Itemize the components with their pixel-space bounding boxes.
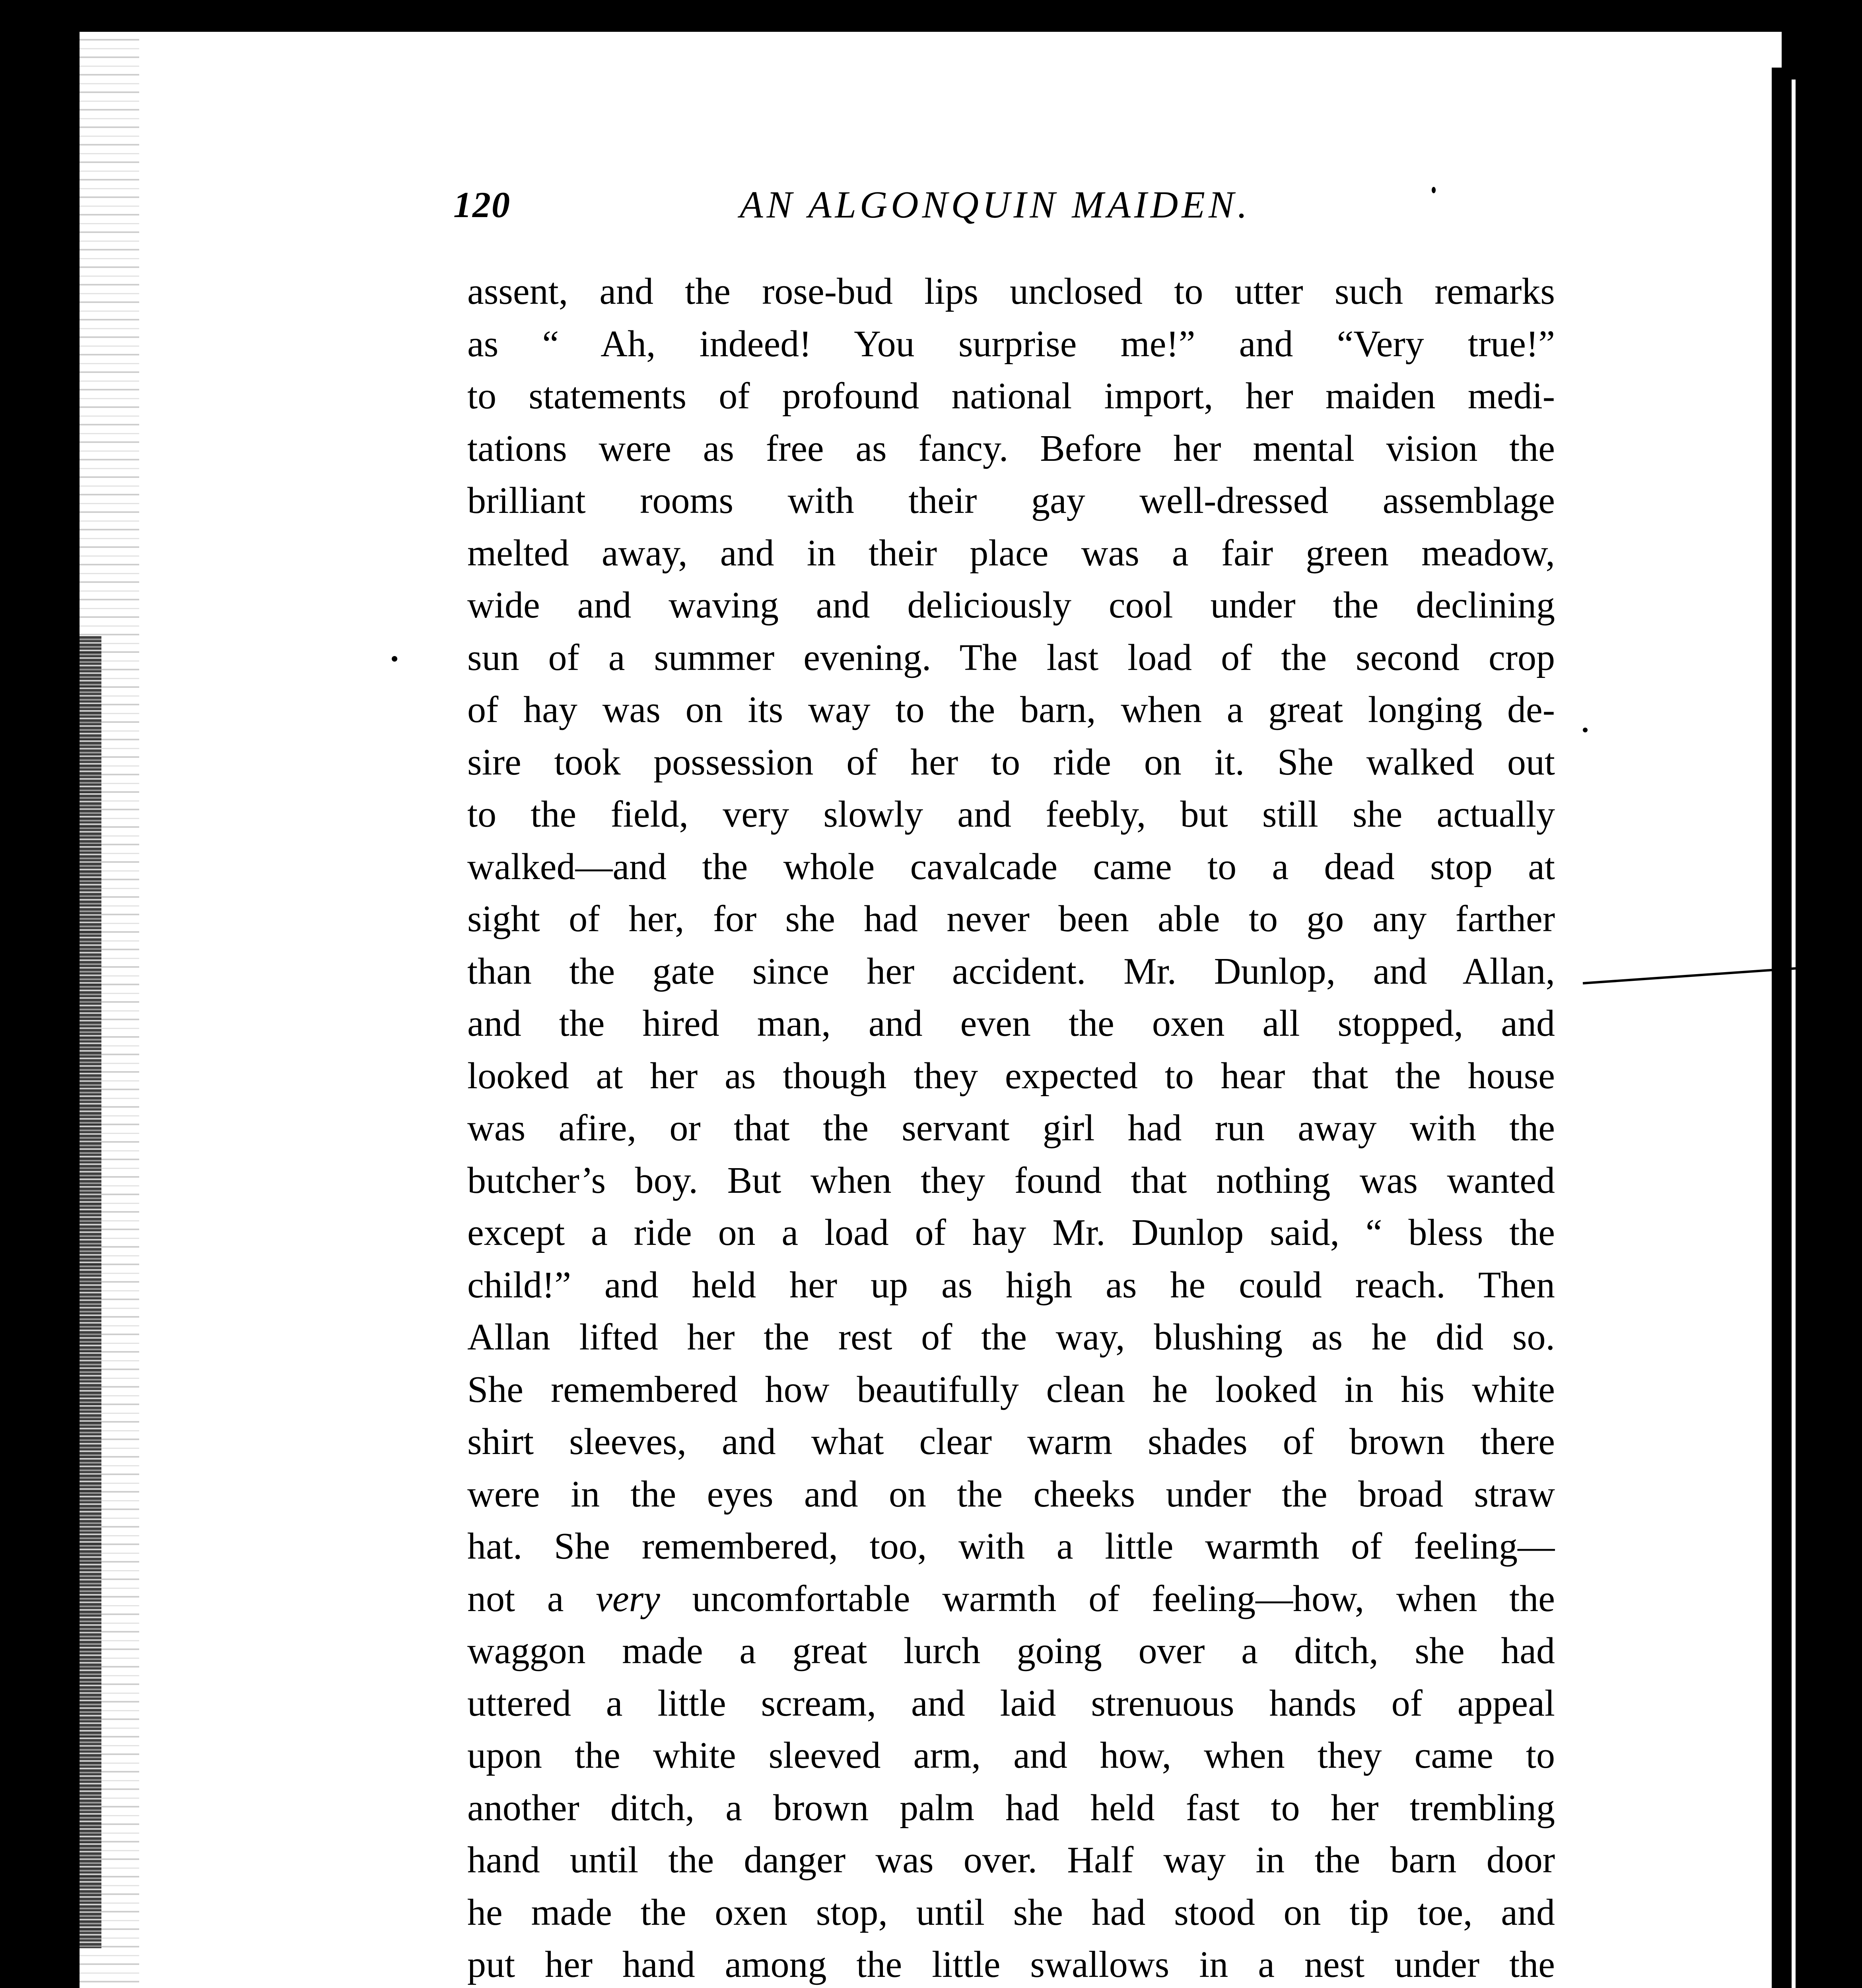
text-line: of hay was on its way to the barn, when a great longing de-: [467, 689, 1555, 730]
text-line: to statements of profound national import, her maiden medi-: [467, 375, 1555, 417]
text-line: another ditch, a brown palm had held fast to her trembling: [467, 1787, 1555, 1829]
text-line: sire took possession of her to ride on it. She walked out: [467, 741, 1555, 783]
scan-left-edge-binding: [80, 636, 101, 1948]
page-number: 120: [453, 184, 511, 225]
scan-right-rule-highlight: [1792, 80, 1796, 1988]
text-line: melted away, and in their place was a fair green meadow,: [467, 532, 1555, 574]
text-line: hat. She remembered, too, with a little warmth of feeling—: [467, 1526, 1555, 1567]
text-line: walked—and the whole cavalcade came to a dead stop at: [467, 846, 1555, 887]
text-line: uttered a little scream, and laid strenuous hands of appeal: [467, 1682, 1555, 1724]
text-line: wide and waving and deliciously cool under the declining: [467, 584, 1555, 626]
running-title: AN ALGONQUIN MAIDEN.: [740, 183, 1251, 226]
text-line: butcher’s boy. But when they found that nothing was wanted: [467, 1159, 1555, 1201]
text-line: put her hand among the little swallows in a nest under the: [467, 1944, 1555, 1985]
running-head: [453, 175, 1766, 235]
text-line: and the hired man, and even the oxen all stopped, and: [467, 1003, 1555, 1044]
text-line: She remembered how beautifully clean he looked in his white: [467, 1369, 1555, 1410]
text-line: upon the white sleeved arm, and how, when they came to: [467, 1735, 1555, 1776]
text-line: assent, and the rose-bud lips unclosed to utter such remarks: [467, 271, 1555, 312]
scan-speck: [1583, 728, 1588, 732]
text-line: Allan lifted her the rest of the way, blushing as he did so.: [467, 1316, 1555, 1358]
text-line: shirt sleeves, and what clear warm shades of brown there: [467, 1421, 1555, 1462]
text-line: were in the eyes and on the cheeks under the broad straw: [467, 1473, 1555, 1515]
text-line: child!” and held her up as high as he could reach. Then: [467, 1264, 1555, 1306]
text-line: sun of a summer evening. The last load of the second crop: [467, 637, 1555, 678]
text-line: looked at her as though they expected to hear that the house: [467, 1055, 1555, 1097]
italic-word: very: [596, 1578, 660, 1619]
text-run: uncomfortable warmth of feeling—how, when the: [660, 1578, 1555, 1619]
text-line: sight of her, for she had never been able to go any farther: [467, 898, 1555, 940]
text-line: tations were as free as fancy. Before her mental vision the: [467, 427, 1555, 469]
scan-right-rule: [1772, 68, 1786, 1988]
text-line: he made the oxen stop, until she had stood on tip toe, and: [467, 1891, 1555, 1933]
scan-speck: [392, 656, 397, 662]
text-run: not a: [467, 1578, 596, 1619]
body-text: [467, 266, 1555, 1988]
text-line: hand until the danger was over. Half way in the barn door: [467, 1839, 1555, 1881]
text-line: was afire, or that the servant girl had run away with the: [467, 1107, 1555, 1149]
text-line-with-italic: [467, 1573, 1555, 1625]
text-line: except a ride on a load of hay Mr. Dunlop said, “ bless the: [467, 1212, 1555, 1253]
text-line: to the field, very slowly and feebly, but still she actually: [467, 794, 1555, 835]
text-line: than the gate since her accident. Mr. Dunlop, and Allan,: [467, 950, 1555, 992]
text-line: waggon made a great lurch going over a ditch, she had: [467, 1630, 1555, 1672]
text-line: as “ Ah, indeed! You surprise me!” and “Very true!”: [467, 323, 1555, 365]
text-line: brilliant rooms with their gay well-dressed assemblage: [467, 480, 1555, 521]
